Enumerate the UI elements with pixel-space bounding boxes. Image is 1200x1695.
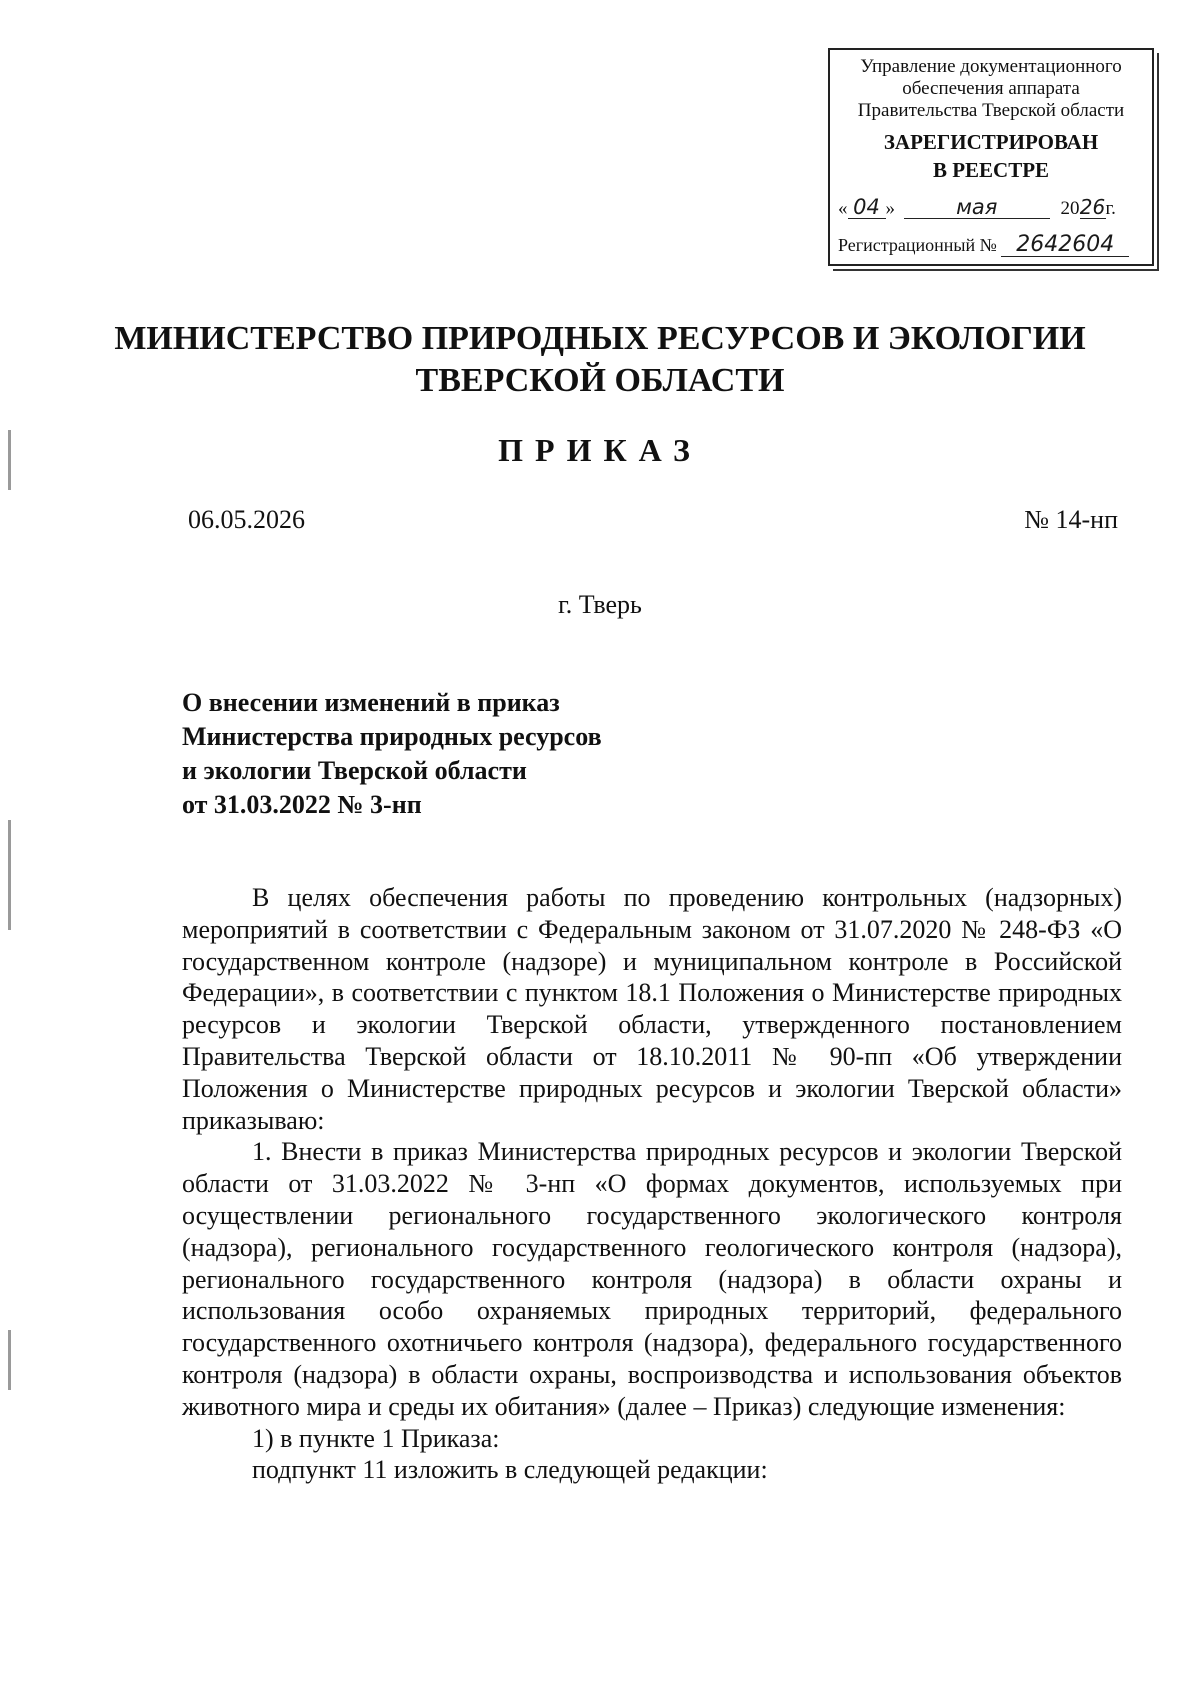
stamp-year-prefix: 20 — [1060, 198, 1080, 219]
document-date: 06.05.2026 — [188, 505, 305, 534]
subject-line-3: и экологии Тверской области — [182, 756, 527, 785]
body-paragraph-instruction: подпункт 11 изложить в следующей редакции: — [252, 1455, 768, 1485]
stamp-day-open: « — [838, 198, 848, 219]
stamp-reg-number: 2642604 — [1001, 234, 1129, 257]
document-subject — [182, 686, 782, 822]
scan-artifact — [8, 1330, 11, 1390]
stamp-month: мая — [904, 196, 1050, 219]
document-number: № 14-нп — [1024, 505, 1118, 534]
scan-artifact — [8, 430, 11, 490]
stamp-line-1: Управление документационного — [860, 56, 1122, 77]
stamp-registration-row — [838, 234, 1148, 257]
stamp-day-close: » — [885, 198, 895, 219]
ministry-title-line-2: ТВЕРСКОЙ ОБЛАСТИ — [415, 362, 785, 399]
stamp-line-2: обеспечения аппарата — [902, 78, 1080, 99]
subject-line-4: от 31.03.2022 № 3-нп — [182, 790, 422, 819]
stamp-day: 04 — [848, 196, 886, 219]
body-paragraph-subitem: 1) в пункте 1 Приказа: — [252, 1423, 500, 1453]
registration-stamp — [828, 48, 1154, 266]
document-city: г. Тверь — [558, 590, 642, 619]
ministry-title — [100, 318, 1100, 402]
body-paragraph-preamble: В целях обеспечения работы по проведению контрольных (надзорных) мероприятий в соответствии с Федеральным законом от 31.07.2020 № 248-ФЗ «О государственном контроле (надзоре) и муниципальном контроле в Российской Федерации», в соответствии с пунктом 18.1 Положения о Министерстве природных ресурсов и экологии Тверской области, утвержденного постановлением Правительства Тверской области от 18.10.2011 № 90-пп «Об утверждении Положения о Министерстве природных ресурсов и экологии Тверской области» приказываю: — [182, 883, 1122, 1135]
ministry-title-line-1: МИНИСТЕРСТВО ПРИРОДНЫХ РЕСУРСОВ И ЭКОЛОГИИ — [114, 320, 1086, 357]
scan-artifact — [8, 820, 11, 930]
order-heading: ПРИКАЗ — [498, 432, 702, 468]
body-paragraph-item-1: 1. Внести в приказ Министерства природных ресурсов и экологии Тверской области от 31.03.2022 № 3-нп «О формах документов, используемых при осуществлении регионального государственного экологического контроля (надзора), регионального государственного геологического контроля (надзора), регионального государственного контроля (надзора) в области охраны и использования особо охраняемых природных территорий, федерального государственного охотничьего контроля (надзора), федерального государственного контроля (надзора) в области охраны, воспроизводства и использования объектов животного мира и среды их обитания» (далее – Приказ) следующие изменения: — [182, 1137, 1122, 1421]
stamp-year-end: г. — [1105, 198, 1116, 219]
document-body — [182, 882, 1122, 1486]
subject-line-1: О внесении изменений в приказ — [182, 688, 560, 717]
stamp-status-2: В РЕЕСТРЕ — [932, 158, 1050, 182]
stamp-year-suffix: 26 — [1079, 195, 1106, 219]
stamp-line-3: Правительства Тверской области — [857, 100, 1125, 121]
subject-line-2: Министерства природных ресурсов — [182, 722, 602, 751]
stamp-date-row — [838, 196, 1148, 226]
stamp-reg-label: Регистрационный № — [838, 235, 997, 255]
stamp-status-1: ЗАРЕГИСТРИРОВАН — [883, 130, 1099, 154]
